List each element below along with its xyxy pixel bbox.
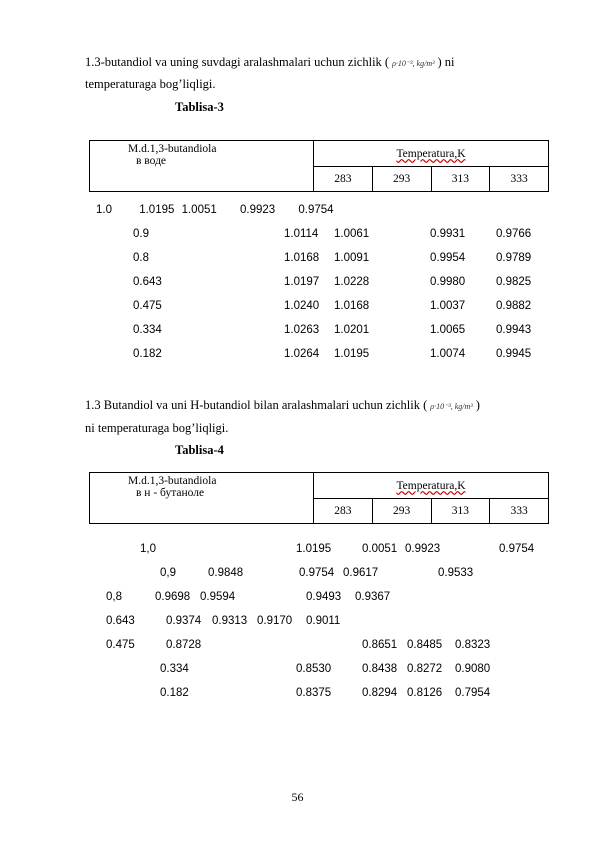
table-3-row-value: 1.0240 xyxy=(284,300,320,312)
table-4-temp-col: 333 xyxy=(490,499,549,524)
table-4-composition-header xyxy=(90,473,314,524)
table-3-row-value: 0.9954 xyxy=(430,252,466,264)
table-3-row-value: 1.0264 xyxy=(284,348,320,360)
table-3-row-value: 0.9766 xyxy=(496,228,532,240)
table-3-row-value: 1.0201 xyxy=(334,324,370,336)
table-3-row-value: 0.9980 xyxy=(430,276,466,288)
table-4-row-label: 1,0 xyxy=(140,543,156,555)
paragraph-2-text-end: ) xyxy=(475,398,480,412)
table-3-temp-col: 293 xyxy=(372,167,431,192)
table-3-temp-col: 333 xyxy=(490,167,549,192)
table-3-header-line2: в воде xyxy=(136,155,167,167)
table-3-header-line1: M.d.1,3-butandiola xyxy=(128,143,217,155)
table-4-row-label: 0.334 xyxy=(160,663,189,675)
table-4-row-value: 0.8530 xyxy=(296,663,332,675)
paragraph-2-text: 1.3 Butandiol va uni H-butandiol bilan aralashmalari uchun zichlik ( xyxy=(85,398,428,412)
table-3-composition-header xyxy=(90,141,314,192)
table-4-row-value: 0.7954 xyxy=(455,687,491,699)
paragraph-2-line2: ni temperaturaga bog’liqligi. xyxy=(85,421,229,435)
table-4-row-value: 0.9923 xyxy=(405,543,441,555)
table-4-temp-col: 283 xyxy=(314,499,373,524)
table-4-row-value: 0.9367 xyxy=(355,591,391,603)
table-3-row-value: 1.0263 xyxy=(284,324,320,336)
table-3-row-value: 0.9943 xyxy=(496,324,532,336)
table-4-header-line1: M.d.1,3-butandiola xyxy=(128,475,217,487)
table-3-row-value: 1.0168 xyxy=(334,300,370,312)
table-3-header xyxy=(89,140,549,192)
table-4-temp-header: Temperatura,K xyxy=(314,473,549,499)
table-4-row-label: 0,8 xyxy=(106,591,122,603)
table-4-row-value: 0.8375 xyxy=(296,687,332,699)
table-3-row-value: 1.0061 xyxy=(334,228,370,240)
table-4-row-value: 1.0195 xyxy=(296,543,332,555)
table-3-row: 1.0 1.0195 1.0051 0.9923 0.9754 xyxy=(96,204,334,216)
table-4-row-label: 0.475 xyxy=(106,639,135,651)
table-4-row-value: 0.9754 xyxy=(299,567,335,579)
table-3-row-value: 1.0074 xyxy=(430,348,466,360)
table-3-row-value: 1.0195 xyxy=(334,348,370,360)
table-4-row-value: 0.8651 xyxy=(362,639,398,651)
table-4-row-value: 0.8323 xyxy=(455,639,491,651)
paragraph-1 xyxy=(85,52,555,75)
table-3-row-value: 0.9882 xyxy=(496,300,532,312)
table-3-row-value: 1.0197 xyxy=(284,276,320,288)
table-3-row-label: 0.182 xyxy=(133,348,162,360)
table-3-temp-header: Temperatura,K xyxy=(314,141,549,167)
table-3-row-label: 0.8 xyxy=(133,252,149,264)
density-formula: ρ·10⁻³, kg/m³ xyxy=(427,396,475,418)
table-3-temp-col: 283 xyxy=(314,167,373,192)
page-number: 56 xyxy=(291,790,304,804)
table-4-row-value: 0.8485 xyxy=(407,639,443,651)
table-3-row-value: 1.0228 xyxy=(334,276,370,288)
table-4-row-value: 0.9493 xyxy=(306,591,342,603)
table-3-row-value: 0.9825 xyxy=(496,276,532,288)
table-4-row-value: 0.0051 xyxy=(362,543,398,555)
table-3-row-value: 1.0114 xyxy=(284,228,319,240)
table-4-row-value: 0.9754 xyxy=(499,543,535,555)
table-4-header xyxy=(89,472,549,524)
table-4-row-value: 0.9533 xyxy=(438,567,474,579)
table-4-title: Tablisa-4 xyxy=(175,443,224,457)
table-4-temp-col: 313 xyxy=(431,499,490,524)
table-4-row-value: 0.9594 xyxy=(200,591,236,603)
paragraph-1-line2: temperaturaga bog’liqligi. xyxy=(85,77,216,91)
paragraph-1-text-end: ) ni xyxy=(437,55,455,69)
table-4-row-value: 0.8438 xyxy=(362,663,398,675)
table-3-row-value: 0.9789 xyxy=(496,252,532,264)
paragraph-2 xyxy=(85,395,557,418)
table-3-row-label: 0.334 xyxy=(133,324,162,336)
table-3-row-label: 0.643 xyxy=(133,276,162,288)
table-4-row-value: 0.9011 xyxy=(306,615,341,627)
table-4-temp-col: 293 xyxy=(372,499,431,524)
table-3-row-label: 0.9 xyxy=(133,228,149,240)
paragraph-1-text: 1.3-butandiol va uning suvdagi aralashmalari uchun zichlik ( xyxy=(85,55,390,69)
table-4-row-value: 0.9698 xyxy=(155,591,191,603)
table-4-row-value: 0.9848 xyxy=(208,567,244,579)
table-3-temp-col: 313 xyxy=(431,167,490,192)
table-4-row-value: 0.8294 xyxy=(362,687,398,699)
density-formula: ρ·10⁻³, kg/m³ xyxy=(389,53,437,75)
table-4-row-value: 0.9170 xyxy=(257,615,293,627)
table-3-row-value: 0.9931 xyxy=(430,228,466,240)
table-4-row-value: 0.9617 xyxy=(343,567,379,579)
table-3-row-value: 1.0037 xyxy=(430,300,466,312)
table-4-row-label: 0.182 xyxy=(160,687,189,699)
table-4-row-value: 0.9374 xyxy=(166,615,202,627)
table-3-row-label: 0.475 xyxy=(133,300,162,312)
table-3-title: Tablisa-3 xyxy=(175,100,224,114)
table-4-row-label: 0,9 xyxy=(160,567,176,579)
table-4-row-value: 0.9080 xyxy=(455,663,491,675)
table-3-row-value: 1.0168 xyxy=(284,252,320,264)
table-3-row-value: 1.0091 xyxy=(334,252,370,264)
table-4-header-line2: в н - бутаноле xyxy=(136,487,205,499)
table-3-row-value: 0.9945 xyxy=(496,348,532,360)
table-4-row-value: 0.8272 xyxy=(407,663,443,675)
table-4-row-value: 0.9313 xyxy=(212,615,248,627)
table-3-row-value: 1.0065 xyxy=(430,324,466,336)
table-4-row-label: 0.643 xyxy=(106,615,135,627)
table-4-row-value: 0.8728 xyxy=(166,639,202,651)
table-4-row-value: 0.8126 xyxy=(407,687,443,699)
